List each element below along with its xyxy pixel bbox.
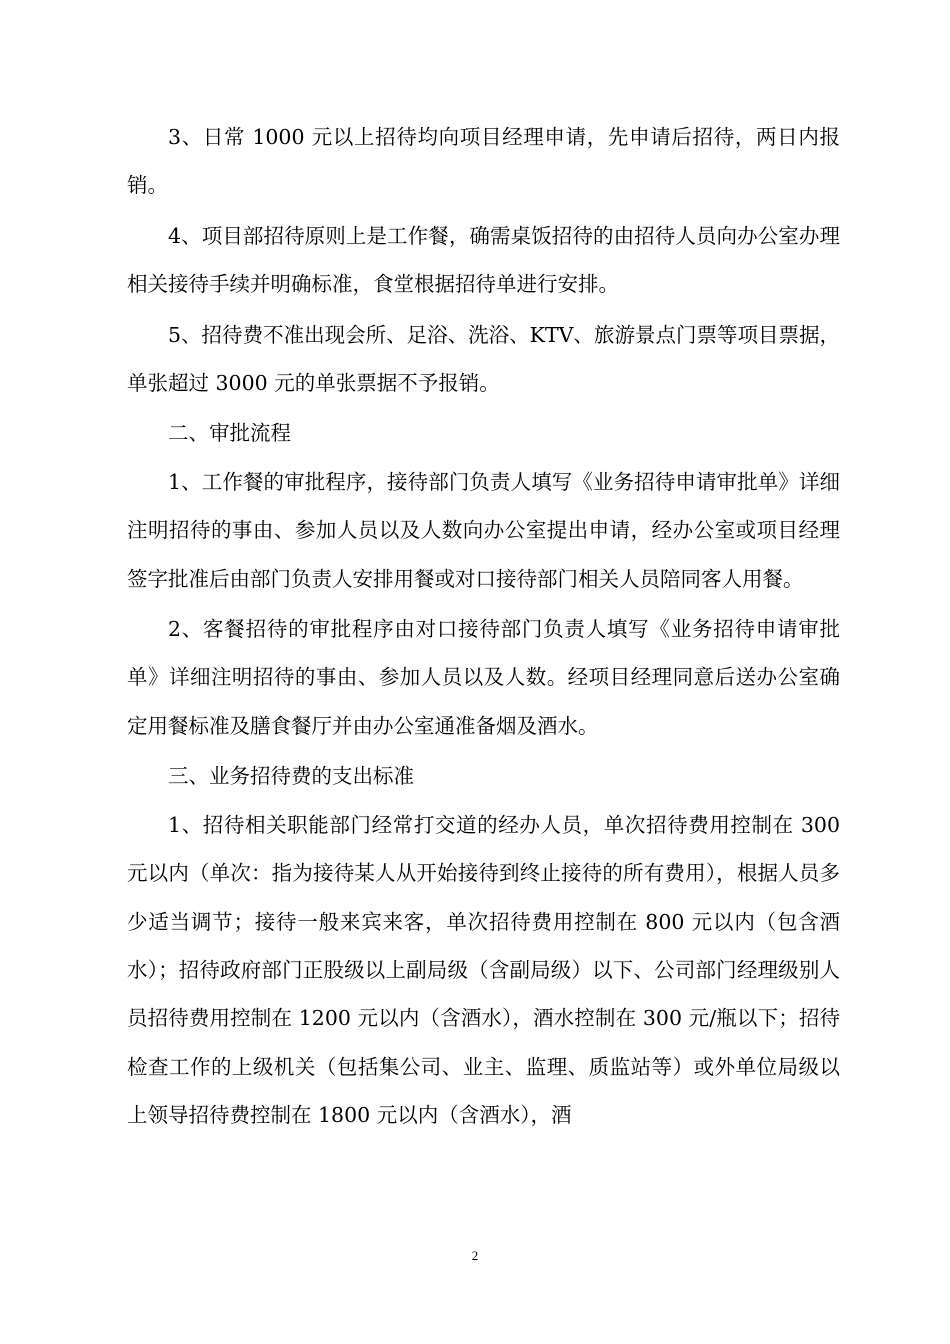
paragraph-approval-item-2: 2、客餐招待的审批程序由对口接待部门负责人填写《业务招待申请审批单》详细注明招待的事由、参加人员以及人数。经项目经理同意后送办公室确定用餐标准及膳食餐厅并由办公室通准备烟及酒水。 [127, 617, 840, 738]
section-heading-expense-standards: 三、业务招待费的支出标准 [168, 764, 414, 789]
paragraph-standards-item-1: 1、招待相关职能部门经常打交道的经办人员，单次招待费用控制在 300 元以内（单次：指为接待某人从开始接待到终止接待的所有费用），根据人员多少适当调节；接待一般来宾来客，单次招待费用控制在 800 元以内（包含酒水）；招待政府部门正股级以上副局级（含副局级）以下、公司部门经理级别人员招待费用控制在 1200 元以内（含酒水），酒水控制在 300 元/瓶以下；招待检查工作的上级机关（包括集公司、业主、监理、质监站等）或外单位局级以上领导招待费控制在 1800 元以内（含酒水），酒 [127, 812, 840, 1128]
paragraph-item-3: 3、日常 1000 元以上招待均向项目经理申请，先申请后招待，两日内报销。 [127, 125, 840, 198]
paragraph-item-5: 5、招待费不准出现会所、足浴、洗浴、KTV、旅游景点门票等项目票据，单张超过 3000 元的单张票据不予报销。 [127, 322, 840, 396]
section-heading-approval-process: 二、审批流程 [168, 421, 291, 446]
paragraph-item-4: 4、项目部招待原则上是工作餐，确需桌饭招待的由招待人员向办公室办理相关接待手续并明确标准，食堂根据招待单进行安排。 [127, 223, 840, 297]
document-body [127, 113, 840, 1142]
page-number: 2 [471, 1248, 479, 1263]
paragraph-approval-item-1: 1、工作餐的审批程序，接待部门负责人填写《业务招待申请审批单》详细注明招待的事由、参加人员以及人数向办公室提出申请，经办公室或项目经理签字批准后由部门负责人安排用餐或对口接待部门相关人员陪同客人用餐。 [127, 469, 840, 591]
